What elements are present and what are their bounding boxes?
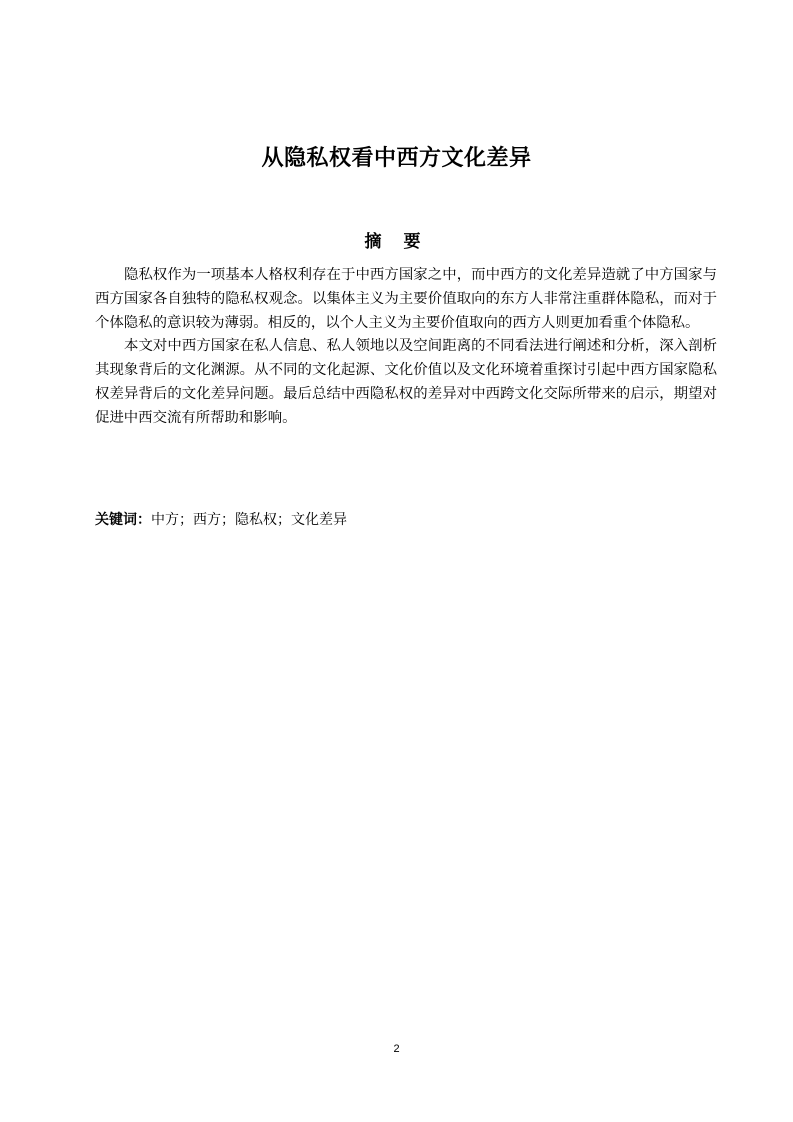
- keywords-text: 中方；西方；隐私权；文化差异: [151, 512, 347, 528]
- keywords-label: 关键词：: [95, 512, 151, 528]
- keywords-line: [95, 509, 717, 531]
- abstract-heading: 摘 要: [364, 232, 429, 252]
- abstract-paragraph-2: 本文对中西方国家在私人信息、私人领地以及空间距离的不同看法进行阐述和分析，深入剖析其现象背后的文化渊源。从不同的文化起源、文化价值以及文化环境着重探讨引起中西方国家隐私权差异背后的文化差异问题。最后总结中西隐私权的差异对中西跨文化交际所带来的启示，期望对促进中西交流有所帮助和影响。: [95, 338, 717, 426]
- abstract-paragraph-1: 隐私权作为一项基本人格权利存在于中西方国家之中，而中西方的文化差异造就了中方国家与西方国家各自独特的隐私权观念。以集体主义为主要价值取向的东方人非常注重群体隐私，而对于个体隐私的意识较为薄弱。相反的，以个人主义为主要价值取向的西方人则更加看重个体隐私。: [95, 267, 717, 331]
- abstract-body: [95, 264, 717, 431]
- document-title: 从隐私权看中西方文化差异: [261, 146, 532, 171]
- page-number: 2: [393, 1043, 400, 1055]
